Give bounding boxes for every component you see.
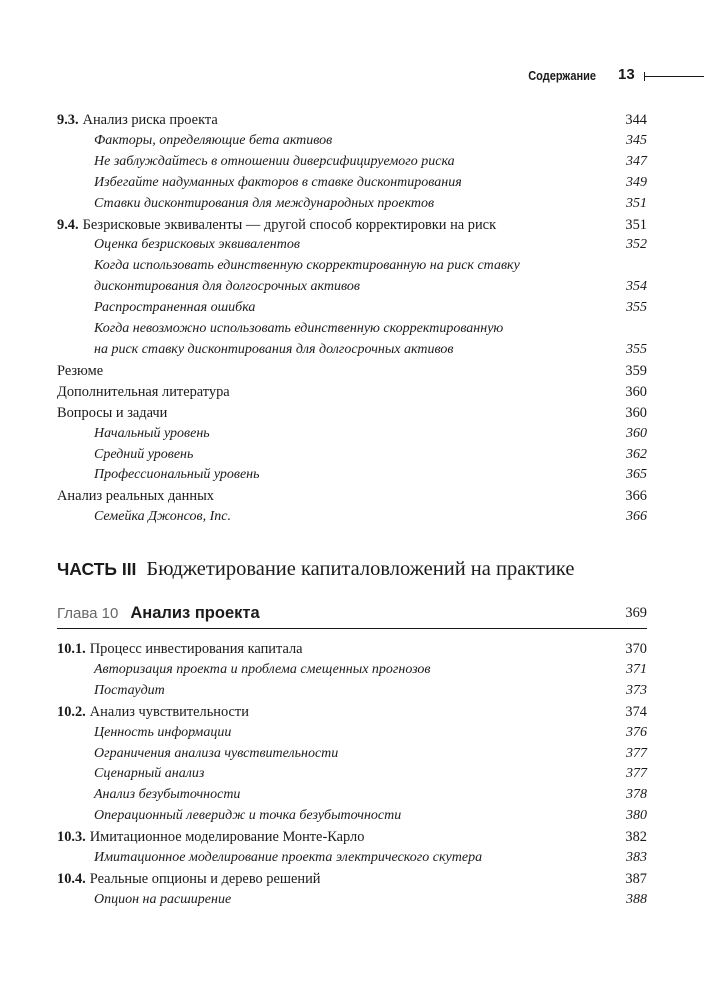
toc-entry-title bbox=[57, 827, 607, 848]
toc-entry-title bbox=[94, 681, 607, 702]
toc-entry-page: 360 bbox=[625, 383, 647, 400]
toc-entry-text: Профессиональный уровень bbox=[94, 467, 260, 483]
toc-entry-page: 366 bbox=[626, 509, 647, 525]
toc-entry bbox=[57, 194, 647, 215]
toc-entry bbox=[57, 361, 647, 382]
toc-entry-text: дисконтирования для долгосрочных активов bbox=[94, 279, 360, 295]
toc-entry bbox=[57, 319, 647, 340]
toc-entry-title bbox=[57, 869, 607, 890]
toc-entry bbox=[57, 660, 647, 681]
toc-entry-text: Семейка Джонсов, Inc. bbox=[94, 509, 231, 525]
toc-entry-title bbox=[57, 215, 607, 236]
toc-entry-page: 376 bbox=[626, 724, 647, 740]
toc-entry-title bbox=[94, 785, 607, 806]
toc-entry-title bbox=[94, 424, 607, 445]
toc-entry-title bbox=[94, 507, 607, 528]
toc-entry-title bbox=[94, 152, 607, 173]
toc-entry-text: Анализ риска проекта bbox=[82, 112, 218, 128]
toc-entry-title bbox=[57, 110, 607, 131]
toc-entry-text: Ставки дисконтирования для международных проектов bbox=[94, 195, 435, 211]
toc-entry-page: 377 bbox=[626, 745, 647, 761]
toc-entry-page: 380 bbox=[626, 808, 647, 824]
toc-entry-title bbox=[94, 277, 607, 298]
toc-entry-page: 374 bbox=[625, 703, 647, 720]
running-header-title: Содержание bbox=[528, 69, 596, 83]
toc-entry-page: 351 bbox=[626, 195, 647, 211]
toc-entry-text: Анализ безубыточности bbox=[94, 787, 241, 803]
toc-section-after bbox=[57, 639, 647, 911]
toc-entry-page: 362 bbox=[626, 446, 647, 462]
toc-entry-title bbox=[94, 723, 607, 744]
toc-entry-text: Авторизация проекта и проблема смещенных прогнозов bbox=[94, 661, 431, 677]
toc-entry-page: 359 bbox=[625, 362, 647, 379]
toc-entry bbox=[57, 744, 647, 765]
toc-entry bbox=[57, 424, 647, 445]
toc-entry-page: 373 bbox=[626, 682, 647, 698]
part-label: ЧАСТЬ III bbox=[57, 559, 137, 579]
toc-entry-text: Оценка безрисковых эквивалентов bbox=[94, 237, 300, 253]
toc-entry bbox=[57, 827, 647, 848]
toc-entry-text: Когда использовать единственную скорректированную на риск ставку bbox=[94, 258, 520, 274]
chapter-page: 369 bbox=[625, 604, 647, 621]
section-number: 10.2. bbox=[57, 703, 86, 720]
toc-entry-text: Избегайте надуманных факторов в ставке дисконтирования bbox=[94, 174, 462, 190]
toc-entry bbox=[57, 235, 647, 256]
section-number: 9.3. bbox=[57, 112, 79, 128]
section-number: 10.1. bbox=[57, 641, 86, 657]
toc-entry bbox=[57, 806, 647, 827]
toc-entry-title bbox=[57, 361, 607, 382]
toc-entry-text: Постаудит bbox=[94, 682, 165, 698]
toc-entry-title bbox=[94, 298, 607, 319]
toc-entry bbox=[57, 277, 647, 298]
toc-entry-text: Опцион на расширение bbox=[94, 891, 232, 907]
toc-entry-text: Ограничения анализа чувствительности bbox=[94, 745, 339, 761]
toc-entry-page: 345 bbox=[626, 132, 647, 148]
toc-entry-text: Реальные опционы и дерево решений bbox=[89, 870, 321, 887]
toc-entry-title bbox=[57, 702, 607, 723]
toc-entry-title bbox=[94, 319, 607, 340]
toc-entry-page: 370 bbox=[625, 641, 647, 657]
toc-entry bbox=[57, 507, 647, 528]
toc-entry-title bbox=[94, 660, 607, 681]
toc-entry-text: Дополнительная литература bbox=[57, 383, 230, 400]
toc-entry bbox=[57, 486, 647, 507]
toc-entry bbox=[57, 131, 647, 152]
section-number: 10.3. bbox=[57, 829, 86, 846]
toc-entry bbox=[57, 173, 647, 194]
toc-entry-page: 355 bbox=[626, 341, 647, 357]
toc-entry bbox=[57, 639, 647, 660]
page-number: 13 bbox=[618, 66, 635, 83]
toc-entry-page: 360 bbox=[626, 425, 647, 441]
toc-entry-title bbox=[94, 340, 607, 361]
toc-entry-page: 347 bbox=[626, 153, 647, 169]
toc-entry-text: Когда невозможно использовать единственную скорректированную bbox=[94, 321, 504, 337]
toc-entry bbox=[57, 764, 647, 785]
toc-entry-text: на риск ставку дисконтирования для долгосрочных активов bbox=[94, 341, 454, 357]
toc-entry bbox=[57, 403, 647, 424]
toc-entry-title bbox=[57, 403, 607, 424]
toc-entry-title bbox=[94, 465, 607, 486]
toc-entry-title bbox=[94, 194, 607, 215]
toc-entry-page: 360 bbox=[625, 404, 647, 421]
toc-entry bbox=[57, 382, 647, 403]
toc-entry bbox=[57, 298, 647, 319]
toc-entry-text: Резюме bbox=[57, 362, 104, 379]
toc-entry-page: 377 bbox=[626, 766, 647, 782]
toc-entry bbox=[57, 110, 647, 131]
toc-entry-text: Анализ чувствительности bbox=[89, 703, 249, 720]
toc-entry-text: Процесс инвестирования капитала bbox=[89, 641, 303, 657]
toc-entry-title bbox=[94, 131, 607, 152]
chapter-label: Глава 10 bbox=[57, 604, 119, 622]
toc-entry-page: 352 bbox=[626, 237, 647, 253]
toc-entry-page: 354 bbox=[626, 279, 647, 295]
toc-entry bbox=[57, 256, 647, 277]
toc-entry bbox=[57, 848, 647, 869]
toc-entry-text: Сценарный анализ bbox=[94, 766, 205, 782]
toc-entry-page: 378 bbox=[626, 787, 647, 803]
toc-entry-text: Начальный уровень bbox=[94, 425, 210, 441]
toc-entry bbox=[57, 785, 647, 806]
toc-entry-page: 351 bbox=[625, 216, 647, 233]
toc-entry-page: 365 bbox=[626, 467, 647, 483]
toc-entry bbox=[57, 723, 647, 744]
toc-entry bbox=[57, 445, 647, 466]
toc-entry-title bbox=[94, 256, 607, 277]
toc-entry-text: Операционный леверидж и точка безубыточности bbox=[94, 808, 402, 824]
part-heading bbox=[57, 558, 657, 584]
toc-entry-text: Анализ реальных данных bbox=[57, 488, 214, 505]
toc-entry-text: Не заблуждайтесь в отношении диверсифицируемого риска bbox=[94, 153, 455, 169]
toc-entry-page: 355 bbox=[626, 300, 647, 316]
toc-entry-title bbox=[94, 848, 607, 869]
toc-entry-text: Средний уровень bbox=[94, 446, 194, 462]
toc-entry-title bbox=[94, 235, 607, 256]
toc-entry-title bbox=[94, 744, 607, 765]
toc-entry-title bbox=[57, 382, 607, 403]
section-number: 10.4. bbox=[57, 870, 86, 887]
toc-section-before bbox=[57, 110, 647, 528]
toc-entry-title bbox=[57, 486, 607, 507]
running-header bbox=[0, 64, 704, 88]
toc-entry-page: 382 bbox=[625, 829, 647, 846]
toc-entry-page: 371 bbox=[626, 661, 647, 677]
toc-entry-text: Имитационное моделирование проекта электрического скутера bbox=[94, 850, 483, 866]
toc-entry-page: 344 bbox=[625, 112, 647, 128]
toc-entry bbox=[57, 890, 647, 911]
toc-entry-text: Имитационное моделирование Монте-Карло bbox=[89, 829, 365, 846]
toc-entry bbox=[57, 702, 647, 723]
toc-entry-title bbox=[94, 806, 607, 827]
toc-entry bbox=[57, 340, 647, 361]
toc-entry-title bbox=[94, 890, 607, 911]
toc-entry bbox=[57, 869, 647, 890]
toc-entry-title bbox=[94, 173, 607, 194]
toc-entry bbox=[57, 152, 647, 173]
chapter-title: Анализ проекта bbox=[130, 603, 260, 622]
toc-entry-title bbox=[94, 764, 607, 785]
toc-entry-title bbox=[94, 445, 607, 466]
toc-entry-page: 349 bbox=[626, 174, 647, 190]
toc-entry-page: 366 bbox=[625, 488, 647, 505]
header-rule bbox=[644, 76, 704, 77]
toc-entry-page: 388 bbox=[626, 891, 647, 907]
toc-entry-title bbox=[57, 639, 607, 660]
toc-entry-text: Вопросы и задачи bbox=[57, 404, 168, 421]
toc-entry-page: 387 bbox=[625, 870, 647, 887]
toc-entry-text: Безрисковые эквиваленты — другой способ корректировки на риск bbox=[82, 216, 497, 233]
toc-entry bbox=[57, 465, 647, 486]
chapter-heading bbox=[57, 598, 647, 629]
toc-entry-text: Ценность информации bbox=[94, 724, 232, 740]
part-title: Бюджетирование капиталовложений на практике bbox=[146, 558, 575, 580]
toc-entry-text: Факторы, определяющие бета активов bbox=[94, 132, 333, 148]
toc-entry bbox=[57, 215, 647, 236]
toc-entry bbox=[57, 681, 647, 702]
toc-entry-text: Распространенная ошибка bbox=[94, 300, 256, 316]
section-number: 9.4. bbox=[57, 216, 79, 233]
toc-entry-page: 383 bbox=[626, 850, 647, 866]
